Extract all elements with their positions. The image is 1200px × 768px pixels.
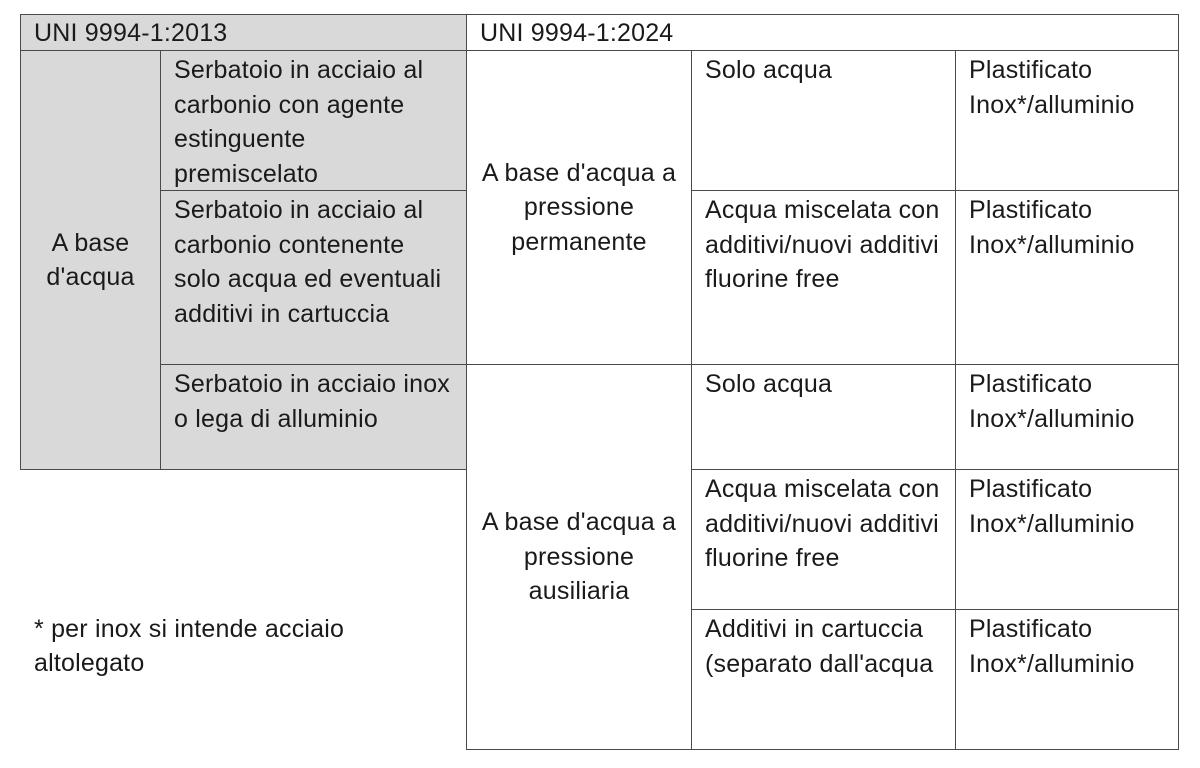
- new-material-cell: Plastificato Inox*/alluminio: [955, 609, 1179, 750]
- new-content-cell: Solo acqua: [691, 50, 956, 191]
- new-content-cell: Acqua miscelata con additivi/nuovi additivi fluorine free: [691, 469, 956, 610]
- old-category-cell: A base d'acqua: [20, 50, 161, 470]
- new-material-cell: Plastificato Inox*/alluminio: [955, 50, 1179, 191]
- new-content-cell: Additivi in cartuccia (separato dall'acqua: [691, 609, 956, 750]
- header-new-standard: UNI 9994-1:2024: [466, 14, 1179, 51]
- old-row-1: Serbatoio in acciaio al carbonio con agente estinguente premiscelato: [160, 50, 467, 191]
- header-old-standard: UNI 9994-1:2013: [20, 14, 467, 51]
- new-content-cell: Acqua miscelata con additivi/nuovi additivi fluorine free: [691, 190, 956, 365]
- new-category-permanente: A base d'acqua a pressione permanente: [466, 50, 692, 365]
- new-material-cell: Plastificato Inox*/alluminio: [955, 469, 1179, 610]
- new-material-cell: Plastificato Inox*/alluminio: [955, 190, 1179, 365]
- old-row-2: Serbatoio in acciaio al carbonio contenente solo acqua ed eventuali additivi in cartuccia: [160, 190, 467, 365]
- new-material-cell: Plastificato Inox*/alluminio: [955, 364, 1179, 470]
- old-row-3: Serbatoio in acciaio inox o lega di alluminio: [160, 364, 467, 470]
- new-category-ausiliaria: A base d'acqua a pressione ausiliaria: [466, 364, 692, 750]
- new-content-cell: Solo acqua: [691, 364, 956, 470]
- footnote: * per inox si intende acciaio altolegato: [34, 615, 345, 677]
